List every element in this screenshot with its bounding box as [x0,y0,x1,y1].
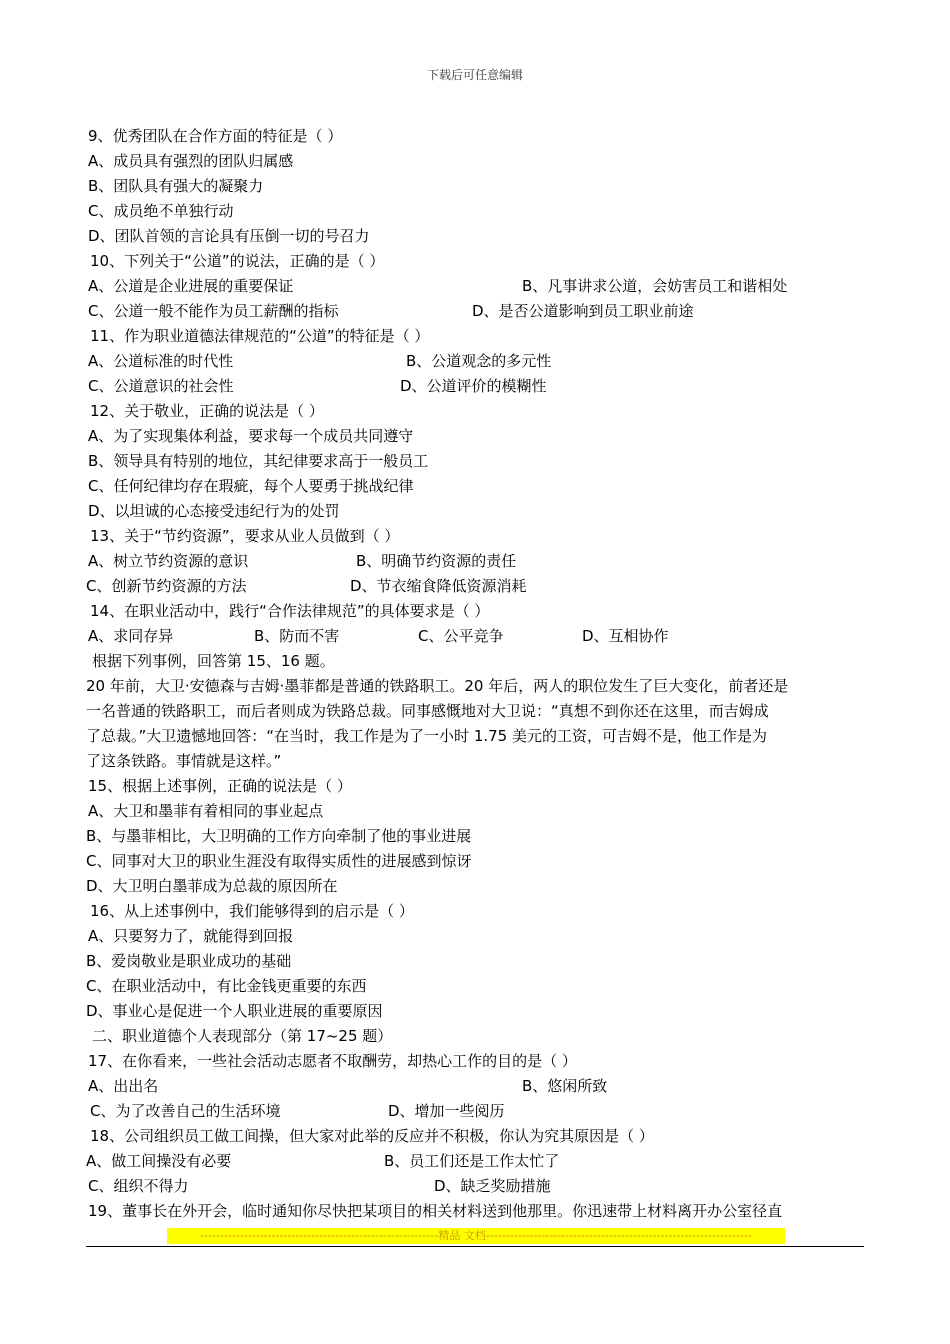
question-stem: 14、在职业活动中，践行“合作法律规范”的具体要求是（ ） [90,602,490,620]
text-line: C、任何纪律均存在瑕疵，每个人要勇于挑战纪律 [88,477,414,495]
question-stem: 19、董事长在外开会，临时通知你尽快把某项目的相关材料送到他那里。你迅速带上材料离开办公室径直 [88,1202,783,1220]
option-text: D、缺乏奖励措施 [434,1177,551,1195]
option-text: C、创新节约资源的方法 [86,577,247,595]
option-text: A、求同存异 [88,627,174,645]
text-line: B、与墨菲相比，大卫明确的工作方向牵制了他的事业进展 [86,827,472,845]
option-row [88,302,868,320]
text-line: 了总裁。”大卫遗憾地回答：“在当时，我工作是为了一小时 1.75 美元的工资，可吉姆不是，他工作是为 [86,727,767,745]
option-row [86,577,866,595]
option-row [88,1177,868,1195]
page-header: 下载后可任意编辑 [426,68,523,82]
footer-banner: ------------------------------------------------------------精品 文档------------------------------------------------------------------- [167,1228,785,1244]
option-text: B、员工们还是工作太忙了 [384,1152,560,1170]
text-line: C、同事对大卫的职业生涯没有取得实质性的进展感到惊讶 [86,852,472,870]
option-text: C、为了改善自己的生活环境 [90,1102,281,1120]
option-text: C、公道意识的社会性 [88,377,234,395]
option-text: B、防而不害 [254,627,340,645]
text-line: B、爱岗敬业是职业成功的基础 [86,952,292,970]
option-text: A、出出名 [88,1077,159,1095]
text-line: D、团队首领的言论具有压倒一切的号召力 [88,227,370,245]
option-text: D、节衣缩食降低资源消耗 [350,577,527,595]
option-text: C、公平竞争 [418,627,504,645]
option-text: B、明确节约资源的责任 [356,552,517,570]
text-line: A、大卫和墨菲有着相同的事业起点 [88,802,324,820]
question-stem: 16、从上述事例中，我们能够得到的启示是（ ） [90,902,414,920]
text-line: A、成员具有强烈的团队归属感 [88,152,294,170]
question-stem: 9、优秀团队在合作方面的特征是（ ） [88,127,343,145]
option-row [88,1077,868,1095]
option-text: D、增加一些阅历 [388,1102,505,1120]
option-text: A、公道标准的时代性 [88,352,234,370]
question-stem: 11、作为职业道德法律规范的“公道”的特征是（ ） [90,327,430,345]
text-line: 二、职业道德个人表现部分（第 17~25 题） [92,1027,393,1045]
text-line: C、在职业活动中，有比金钱更重要的东西 [86,977,367,995]
text-line: C、成员绝不单独行动 [88,202,234,220]
option-row [88,627,868,645]
text-line: 了这条铁路。事情就是这样。” [86,752,282,770]
question-stem: 12、关于敬业，正确的说法是（ ） [90,402,324,420]
question-stem: 17、在你看来，一些社会活动志愿者不取酬劳，却热心工作的目的是（ ） [88,1052,577,1070]
question-stem: 10、下列关于“公道”的说法，正确的是（ ） [90,252,385,270]
option-text: A、树立节约资源的意识 [88,552,249,570]
text-line: A、为了实现集体利益，要求每一个成员共同遵守 [88,427,414,445]
option-text: A、做工间操没有必要 [86,1152,232,1170]
option-row [88,277,868,295]
text-line: D、以坦诚的心态接受违纪行为的处罚 [88,502,340,520]
option-row [88,352,868,370]
text-line: 根据下列事例，回答第 15、16 题。 [92,652,335,670]
option-text: D、互相协作 [582,627,669,645]
option-row [90,1102,870,1120]
option-text: B、公道观念的多元性 [406,352,552,370]
question-stem: 15、根据上述事例，正确的说法是（ ） [88,777,352,795]
option-text: B、悠闲所致 [522,1077,608,1095]
option-row [88,377,868,395]
question-stem: 13、关于“节约资源”，要求从业人员做到（ ） [90,527,400,545]
option-text: D、公道评价的模糊性 [400,377,547,395]
option-row [86,1152,866,1170]
text-line: 20 年前，大卫·安德森与吉姆·墨菲都是普通的铁路职工。20 年后，两人的职位发生了巨大变化，前者还是 [86,677,789,695]
text-line: B、领导具有特别的地位，其纪律要求高于一般员工 [88,452,429,470]
footer-rule [86,1246,864,1247]
option-text: B、凡事讲求公道，会妨害员工和谐相处 [522,277,788,295]
option-text: C、公道一般不能作为员工薪酬的指标 [88,302,339,320]
question-stem: 18、公司组织员工做工间操，但大家对此举的反应并不积极，你认为究其原因是（ ） [90,1127,654,1145]
text-line: D、事业心是促进一个人职业进展的重要原因 [86,1002,383,1020]
text-line: 一名普通的铁路职工，而后者则成为铁路总裁。同事感慨地对大卫说：“真想不到你还在这里，而吉姆成 [86,702,769,720]
option-row [88,552,868,570]
text-line: B、团队具有强大的凝聚力 [88,177,264,195]
option-text: D、是否公道影响到员工职业前途 [472,302,694,320]
text-line: D、大卫明白墨菲成为总裁的原因所在 [86,877,338,895]
text-line: A、只要努力了，就能得到回报 [88,927,294,945]
option-text: A、公道是企业进展的重要保证 [88,277,294,295]
option-text: C、组织不得力 [88,1177,189,1195]
